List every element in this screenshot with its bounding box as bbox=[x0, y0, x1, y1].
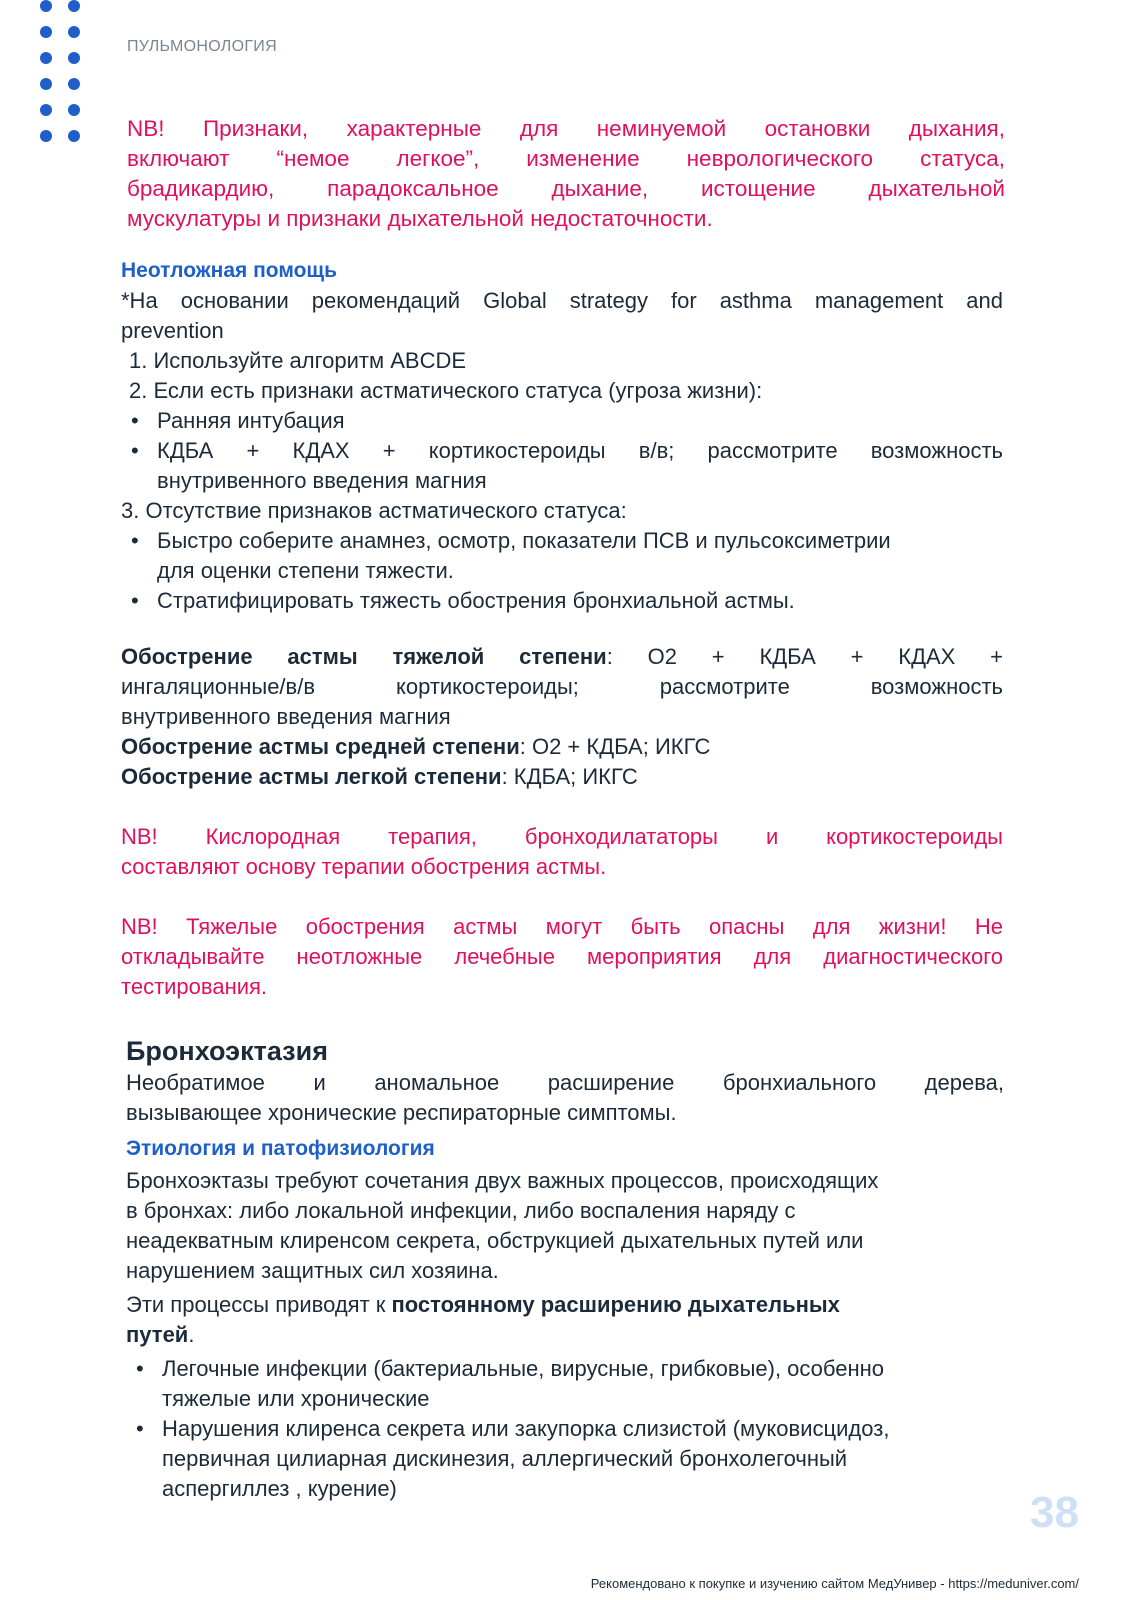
list-item: • Легочные инфекции (бактериальные, вирусные, грибковые), особенно тяжелые или хронические bbox=[162, 1354, 1004, 1414]
list-item: • Нарушения клиренса секрета или закупорка слизистой (муковисцидоз, первичная цилиарная дискинезия, аллергический бронхолегочный аспергиллез , курение) bbox=[162, 1414, 1004, 1504]
nb-line: включают “немое легкое”, изменение неврологического статуса, bbox=[127, 146, 1005, 171]
intro-line: prevention bbox=[121, 318, 224, 343]
cause-bullets bbox=[126, 1354, 1004, 1504]
emergency-heading: Неотложная помощь bbox=[121, 259, 338, 282]
step-2: 2. Если есть признаки астматического статуса (угроза жизни): bbox=[129, 378, 763, 403]
severity-section bbox=[121, 642, 1003, 792]
nb-line: брадикардию, парадоксальное дыхание, истощение дыхательной bbox=[127, 176, 1005, 201]
list-item: • КДБА + КДАХ + кортикостероиды в/в; рассмотрите возможность внутривенного введения магния bbox=[157, 436, 1003, 496]
severe-line: Обострение астмы тяжелой степени: O2 + КДБА + КДАХ + bbox=[121, 644, 1003, 669]
emergency-section bbox=[121, 256, 1003, 616]
step-2-bullets bbox=[121, 406, 1003, 496]
nb-line: мускулатуры и признаки дыхательной недостаточности. bbox=[127, 206, 713, 231]
mild-line: Обострение астмы легкой степени: КДБА; ИКГС bbox=[121, 764, 638, 789]
list-item: • Быстро соберите анамнез, осмотр, показатели ПСВ и пульсоксиметрии для оценки степени тяжести. bbox=[157, 526, 1003, 586]
nb-note-respiratory-arrest bbox=[127, 114, 1005, 234]
severe-line: ингаляционные/в/в кортикостероиды; рассмотрите возможность bbox=[121, 674, 1003, 699]
etiology-heading: Этиология и патофизиология bbox=[126, 1137, 435, 1160]
bronchiectasis-title: Бронхоэктазия bbox=[126, 1036, 328, 1066]
lead-paragraph: Эти процессы приводят к постоянному расширению дыхательных путей. bbox=[126, 1292, 840, 1347]
page-number: 38 bbox=[1030, 1488, 1079, 1537]
step-1: 1. Используйте алгоритм ABCDE bbox=[129, 348, 467, 373]
intro-line: *На основании рекомендаций Global strategy for asthma management and bbox=[121, 288, 1003, 313]
list-item: • Ранняя интубация bbox=[157, 406, 1003, 436]
footer-note: Рекомендовано к покупке и изучению сайтом МедУнивер - https://meduniver.com/ bbox=[590, 1576, 1079, 1591]
severe-line: внутривенного введения магния bbox=[121, 704, 451, 729]
list-item: • Стратифицировать тяжесть обострения бронхиальной астмы. bbox=[157, 586, 1003, 616]
moderate-line: Обострение астмы средней степени: O2 + КДБА; ИКГС bbox=[121, 734, 711, 759]
definition-line: вызывающее хронические респираторные симптомы. bbox=[126, 1100, 677, 1125]
step-3-bullets bbox=[121, 526, 1003, 616]
definition-line: Необратимое и аномальное расширение бронхиального дерева, bbox=[126, 1070, 1004, 1095]
nb-note-therapy: NB! Кислородная терапия, бронходилататоры и кортикостероиды составляют основу терапии обострения астмы. bbox=[121, 824, 1003, 879]
bronchiectasis-section bbox=[126, 1034, 1004, 1504]
etiology-paragraph: Бронхоэктазы требуют сочетания двух важных процессов, происходящих в бронхах: либо локальной инфекции, либо воспаления наряду с неадекватным клиренсом секрета, обструкцией дыхательных путей или нарушением защитных сил хозяина. bbox=[126, 1168, 879, 1283]
step-3: 3. Отсутствие признаков астматического статуса: bbox=[121, 498, 627, 523]
section-label: ПУЛЬМОНОЛОГИЯ bbox=[127, 38, 277, 55]
nb-line: NB! Признаки, характерные для неминуемой остановки дыхания, bbox=[127, 116, 1005, 141]
nb-note-severe: NB! Тяжелые обострения астмы могут быть опасны для жизни! Не откладывайте неотложные лечебные мероприятия для диагностического тестирования. bbox=[121, 914, 1003, 999]
